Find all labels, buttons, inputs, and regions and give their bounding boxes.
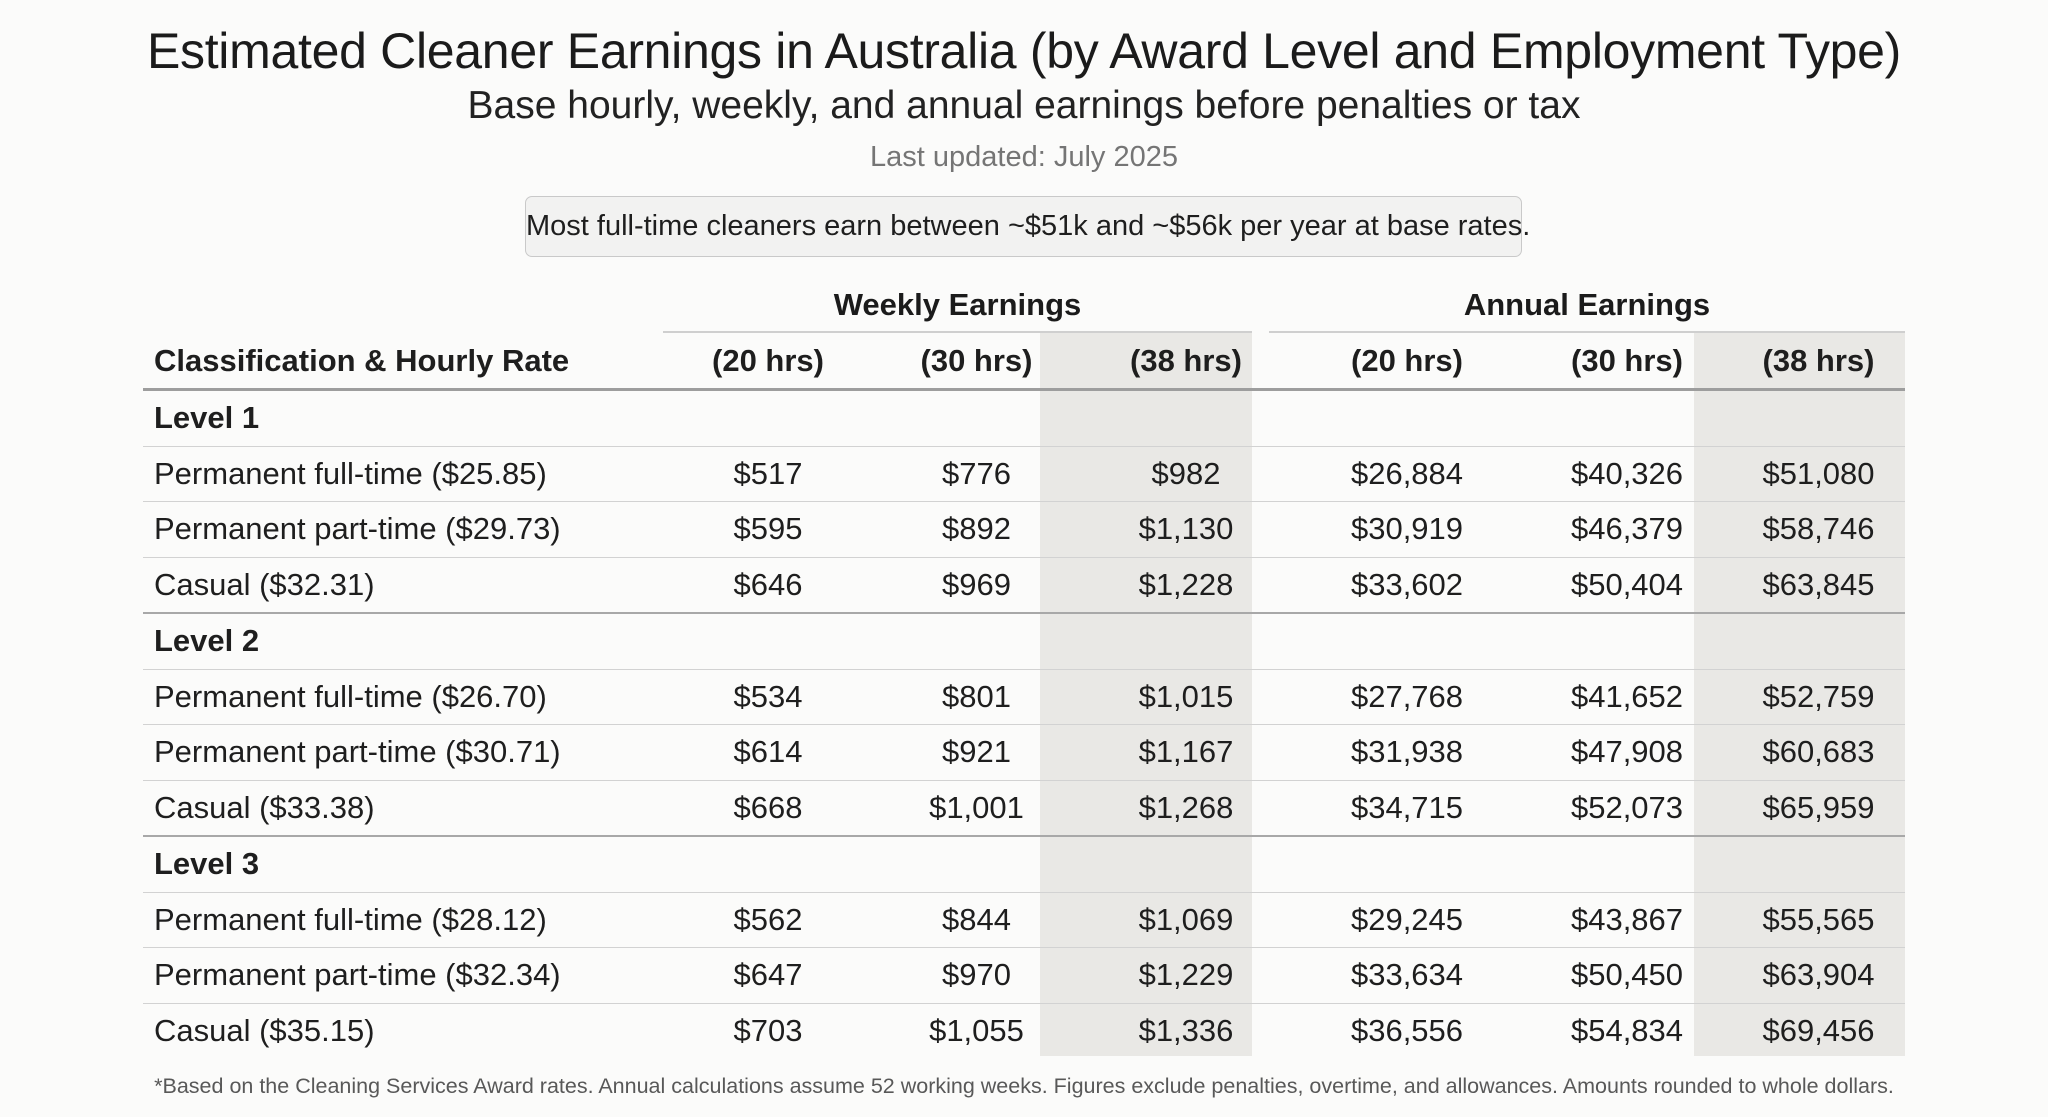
weekly-38hrs-header: (38 hrs) — [1080, 333, 1292, 390]
table-cell: $63,845 — [1732, 557, 1905, 613]
column-header-row — [143, 333, 1905, 390]
table-row — [143, 780, 1905, 836]
table-cell: $29,245 — [1292, 892, 1522, 948]
table-row — [143, 725, 1905, 781]
table-cell: $60,683 — [1732, 725, 1905, 781]
row-label: Casual ($32.31) — [143, 557, 663, 613]
table-row — [143, 446, 1905, 502]
level-header-row — [143, 390, 1905, 447]
chart-subtitle: Base hourly, weekly, and annual earnings before penalties or tax — [467, 84, 1581, 127]
level-header-row — [143, 836, 1905, 892]
level-header-empty-cell — [1522, 390, 1732, 447]
level-header-empty-cell — [663, 390, 873, 447]
annual-20hrs-header: (20 hrs) — [1292, 333, 1522, 390]
table-cell: $58,746 — [1732, 502, 1905, 558]
table-cell: $969 — [873, 557, 1080, 613]
level-header-empty-cell — [1732, 390, 1905, 447]
level-header-empty-cell — [663, 836, 873, 892]
table-cell: $1,055 — [929, 1012, 1024, 1048]
level-header-empty-cell — [1080, 613, 1292, 669]
table-row — [143, 948, 1905, 1004]
table-cell: $33,602 — [1292, 557, 1522, 613]
table-cell: $668 — [663, 780, 873, 836]
level-header-row — [143, 613, 1905, 669]
table-cell: $36,556 — [1350, 1012, 1464, 1048]
footnote: *Based on the Cleaning Services Award rates. Annual calculations assume 52 working weeks. Figures exclude penalties, overtime, and allowances. Amounts rounded to whole dollars. — [154, 1074, 1894, 1098]
table-cell: $47,908 — [1522, 725, 1732, 781]
table-row — [143, 502, 1905, 558]
table-cell: $1,268 — [1080, 780, 1292, 836]
table-cell: $34,715 — [1292, 780, 1522, 836]
table-cell: $844 — [873, 892, 1080, 948]
table-cell: $534 — [663, 669, 873, 725]
table-cell: $982 — [1080, 446, 1292, 502]
last-updated-note: Last updated: July 2025 — [870, 141, 1178, 173]
table-cell: $801 — [873, 669, 1080, 725]
table-row — [143, 892, 1905, 948]
weekly-earnings-group-header: Weekly Earnings — [833, 287, 1082, 322]
row-label: Casual ($35.15) — [154, 1012, 375, 1048]
table-cell: $1,001 — [873, 780, 1080, 836]
level-label: Level 1 — [143, 390, 663, 447]
table-row — [143, 1003, 1905, 1058]
table-cell: $703 — [733, 1012, 803, 1048]
table-cell: $892 — [873, 502, 1080, 558]
table-cell: $63,904 — [1732, 948, 1905, 1004]
annual-earnings-group-header: Annual Earnings — [1463, 287, 1711, 322]
table-cell: $55,565 — [1732, 892, 1905, 948]
table-cell: $54,834 — [1570, 1012, 1684, 1048]
level-header-empty-cell — [1732, 836, 1905, 892]
level-header-empty-cell — [1292, 836, 1522, 892]
table-cell: $43,867 — [1522, 892, 1732, 948]
table-cell: $50,450 — [1522, 948, 1732, 1004]
table-cell: $562 — [663, 892, 873, 948]
table-row — [143, 557, 1905, 613]
table-cell: $1,229 — [1080, 948, 1292, 1004]
table-cell: $776 — [873, 446, 1080, 502]
level-header-empty-cell — [1732, 613, 1905, 669]
table-cell: $52,073 — [1522, 780, 1732, 836]
level-header-empty-cell — [1522, 613, 1732, 669]
earnings-table — [143, 333, 1905, 1058]
table-cell: $595 — [663, 502, 873, 558]
level-header-empty-cell — [1080, 390, 1292, 447]
table-cell: $1,015 — [1080, 669, 1292, 725]
table-cell: $646 — [663, 557, 873, 613]
table-cell: $517 — [663, 446, 873, 502]
row-label: Permanent part-time ($30.71) — [143, 725, 663, 781]
row-label: Permanent part-time ($32.34) — [143, 948, 663, 1004]
table-cell: $921 — [873, 725, 1080, 781]
level-header-empty-cell — [663, 613, 873, 669]
row-label: Permanent full-time ($26.70) — [143, 669, 663, 725]
table-cell: $31,938 — [1292, 725, 1522, 781]
level-header-empty-cell — [1522, 836, 1732, 892]
row-label: Permanent part-time ($29.73) — [143, 502, 663, 558]
table-cell: $30,919 — [1292, 502, 1522, 558]
table-cell: $1,336 — [1138, 1012, 1234, 1048]
level-header-empty-cell — [873, 390, 1080, 447]
level-header-empty-cell — [873, 613, 1080, 669]
table-cell: $27,768 — [1292, 669, 1522, 725]
table-cell: $50,404 — [1522, 557, 1732, 613]
row-label: Permanent full-time ($28.12) — [143, 892, 663, 948]
table-row — [143, 669, 1905, 725]
chart-title: Estimated Cleaner Earnings in Australia (by Award Level and Employment Type) — [146, 23, 1902, 79]
table-cell: $647 — [663, 948, 873, 1004]
table-cell: $26,884 — [1292, 446, 1522, 502]
level-header-empty-cell — [1292, 613, 1522, 669]
row-label: Casual ($33.38) — [143, 780, 663, 836]
table-cell: $614 — [663, 725, 873, 781]
annual-30hrs-header: (30 hrs) — [1522, 333, 1732, 390]
level-label: Level 3 — [143, 836, 663, 892]
classification-column-header: Classification & Hourly Rate — [143, 333, 663, 390]
weekly-30hrs-header: (30 hrs) — [873, 333, 1080, 390]
level-header-empty-cell — [1080, 836, 1292, 892]
table-cell: $1,167 — [1080, 725, 1292, 781]
table-cell: $46,379 — [1522, 502, 1732, 558]
table-cell: $33,634 — [1292, 948, 1522, 1004]
table-cell: $970 — [873, 948, 1080, 1004]
level-header-empty-cell — [1292, 390, 1522, 447]
annual-38hrs-header: (38 hrs) — [1732, 333, 1905, 390]
table-cell: $1,228 — [1080, 557, 1292, 613]
table-cell: $69,456 — [1762, 1012, 1875, 1048]
table-cell: $41,652 — [1522, 669, 1732, 725]
earnings-table-body — [143, 390, 1905, 1059]
weekly-20hrs-header: (20 hrs) — [663, 333, 873, 390]
table-cell: $65,959 — [1732, 780, 1905, 836]
table-cell: $51,080 — [1732, 446, 1905, 502]
level-header-empty-cell — [873, 836, 1080, 892]
table-cell: $1,130 — [1080, 502, 1292, 558]
table-cell: $52,759 — [1732, 669, 1905, 725]
table-cell: $40,326 — [1522, 446, 1732, 502]
summary-callout: Most full-time cleaners earn between ~$51k and ~$56k per year at base rates. — [525, 196, 1522, 257]
row-label: Permanent full-time ($25.85) — [143, 446, 663, 502]
level-label: Level 2 — [143, 613, 663, 669]
table-cell: $1,069 — [1080, 892, 1292, 948]
